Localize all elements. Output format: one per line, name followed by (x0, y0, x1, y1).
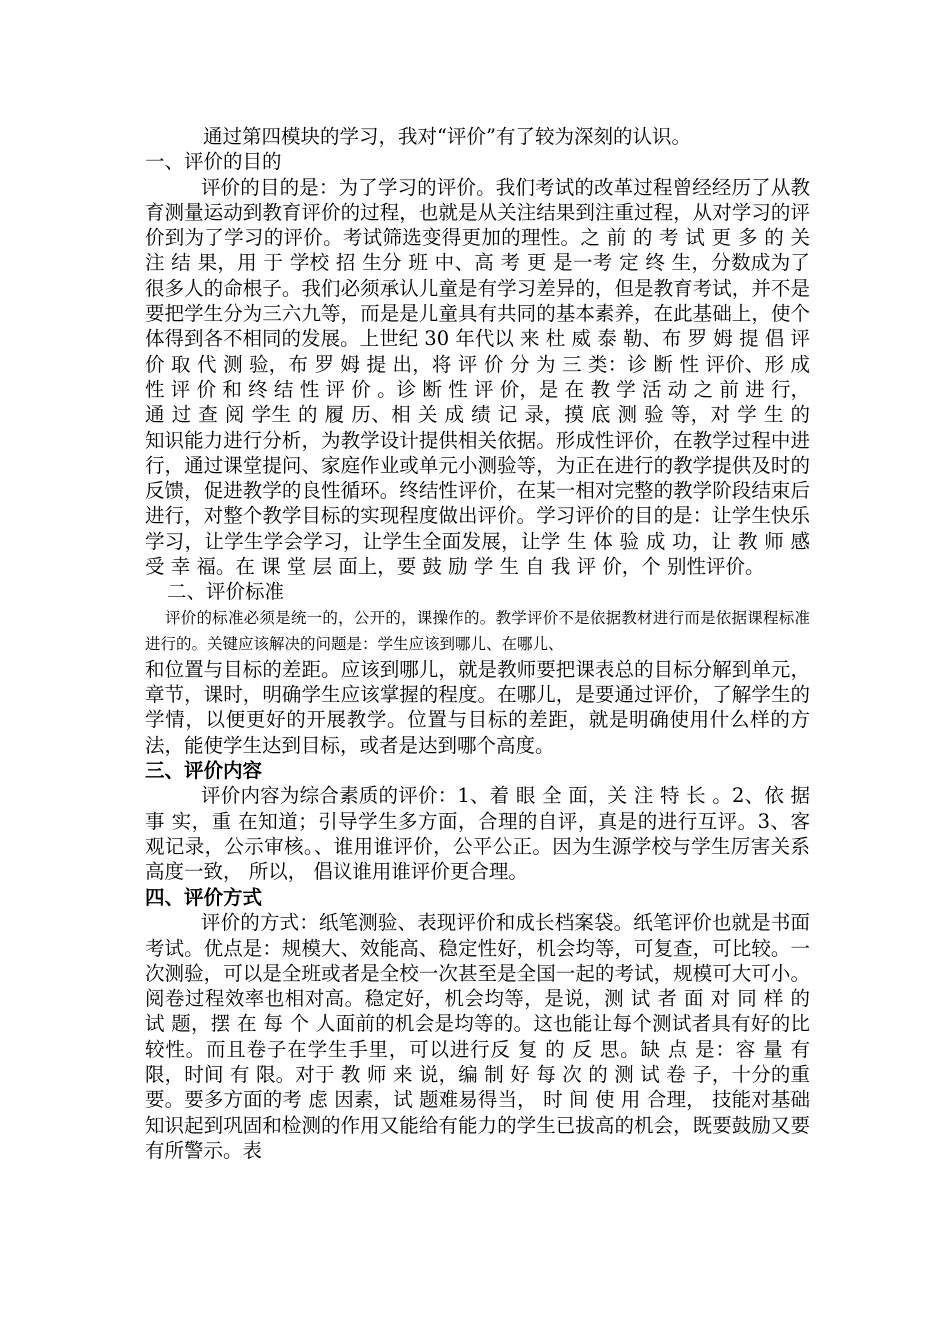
section-heading-purpose: 一、评价的目的 (145, 150, 282, 174)
method-paragraph: 评价的方式：纸笔测验、表现评价和成长档案袋。纸笔评价也就是书面考试。优点是：规模大、效能高、稳定性好，机会均等，可复查，可比较。一次测验，可以是全班或者是全校一次甚至是全国一起的考试，规模可大可小。阅卷过程效率也相对高。稳定好，机会均等，是说，测 试 者 面 对 同 样 的 试 题，摆 在 每 个 人面前的机会是均等的。这也能让每个测试者具有好的比较性。而且卷子在学生手里，可以进行反 复 的 反 思。缺 点 是：容 量 有 限，时间 有 限。对于 教 师 来 说，编 制 好 每 次 的 测 试 卷 子，十分的重要。要多方面的考 虑 因素，试 题难易得当， 时 间 使 用 合理， 技能对基础知识起到巩固和检测的作用又能给有能力的学生已拔高的机会，既要鼓励又要有所警示。表 (145, 911, 810, 1162)
standard-small-paragraph: 评价的标准必须是统一的，公开的，课操作的。教学评价不是依据教材进行而是依据课程标准进行的。关键应该解决的问题是：学生应该到哪儿、在哪儿、 (145, 608, 810, 653)
standard-paragraph: 和位置与目标的差距。应该到哪儿，就是教师要把课表总的目标分解到单元，章节，课时，明确学生应该掌握的程度。在哪儿，是要通过评价，了解学生的学情，以便更好的开展教学。位置与目标的差距，就是明确使用什么样的方法，能使学生达到目标，或者是达到哪个高度。 (145, 657, 810, 757)
purpose-paragraph: 评价的目的是：为了学习的评价。我们考试的改革过程曾经经历了从教育测量运动到教育评价的过程，也就是从关注结果到注重过程，从对学习的评价到为了学习的评价。考试筛选变得更加的理性。之 前 的 考 试 更 多 的 关 注 结 果，用 于 学校 招 生分 班 中、高 考 更 是一考 定 终 生，分数成为了很多人的命根子。我们必须承认儿童是有学习差异的，但是教育考试，并不是要把学生分为三六九等，而是是儿童具有共同的基本素养，在此基础上，使个体得到各不相同的发展。上世纪 30 年代以 来 杜 威 泰 勒、布 罗 姆 提 倡 评 价 取 代 测 验，布 罗 姆 提 出，将 评 价 分 为 三 类：诊 断 性 评价、形 成 性 评 价 和 终 结 性 评 价 。诊 断 性 评 价，是 在 教 学 活 动 之 前 进 行，通 过 查 阅 学生 的 履 历、相 关 成 绩 记 录，摸 底 测 验 等，对 学 生 的 知识能力进行分析，为教学设计提供相关依据。形成性评价，在教学过程中进行，通过课堂提问、家庭作业或单元小测验等，为正在进行的教学提供及时的反馈，促进教学的良性循环。终结性评价，在某一相对完整的教学阶段结束后进行，对整个教学目标的实现程度做出评价。学习评价的目的是：让学生快乐学习，让学生学会学习，让学生全面发展，让学 生 体 验 成 功，让 教 师 感 受 幸 福。在 课 堂 层 面上，要 鼓 励 学 生 自 我 评 价，个 别性评价。 (145, 175, 810, 579)
section-heading-standard: 二、评价标准 (167, 580, 285, 604)
section-heading-method: 四、评价方式 (145, 885, 263, 909)
section-heading-content: 三、评价内容 (145, 758, 263, 782)
content-paragraph: 评价内容为综合素质的评价：1、着 眼 全 面，关 注 特 长 。2、依 据 事 实，重 在知道；引导学生多方面，合理的自评，真是的进行互评。3、客观记录，公示审核。、谁用谁评价，公平公正。因为生源学校与学生厉害关系高度一致， 所以， 倡议谁用谁评价更合理。 (145, 784, 810, 884)
intro-paragraph: 通过第四模块的学习，我对“评价”有了较为深刻的认识。 (203, 125, 691, 148)
